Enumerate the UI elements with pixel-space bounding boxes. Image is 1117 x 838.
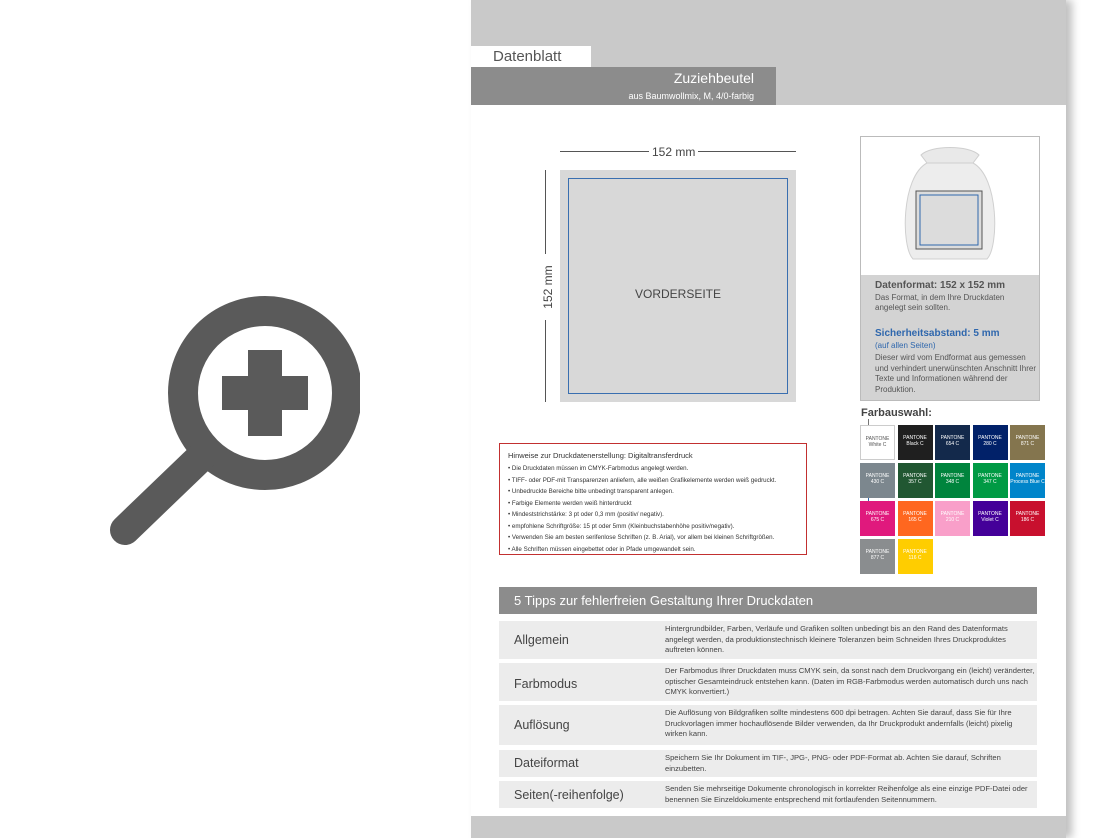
hint-item: • Farbige Elemente werden weiß hinterdruckt [508, 499, 632, 507]
swatch-code: 347 C [983, 479, 997, 485]
datasheet-tab: Datenblatt [471, 46, 591, 67]
swatch-code: Violet C [981, 517, 999, 523]
tip-row [499, 781, 1037, 808]
datasheet-page [471, 0, 1066, 838]
swatch-code: White C [868, 442, 887, 448]
footer-band [471, 816, 1066, 838]
print-hints-box [499, 443, 807, 555]
color-swatch[interactable] [860, 501, 895, 536]
swatch-brand: PANTONE [865, 549, 890, 555]
safety-title: Sicherheitsabstand: 5 mm [875, 328, 1000, 339]
tip-label: Allgemein [514, 633, 569, 647]
swatch-brand: PANTONE [1015, 473, 1040, 479]
tip-row [499, 705, 1037, 745]
color-swatch[interactable] [1010, 425, 1045, 460]
color-swatch[interactable] [973, 463, 1008, 498]
color-swatch[interactable] [860, 463, 895, 498]
tip-row [499, 621, 1037, 659]
swatch-code: 186 C [1020, 517, 1035, 523]
color-swatch[interactable] [935, 501, 970, 536]
swatch-code: 210 C [945, 517, 960, 523]
hint-item: • empfohlene Schriftgröße: 15 pt oder 5mm (Kleinbuchstabenhöhe positiv/negativ). [508, 522, 735, 530]
color-swatch[interactable] [1010, 501, 1045, 536]
format-title: Datenformat: 152 x 152 mm [875, 280, 1006, 291]
tip-text: Hintergrundbilder, Farben, Verläufe und Grafiken sollten unbedingt bis an den Rand des Datenformats angelegt werden, da produktionstechnisch kleinere Toleranzen beim Schneiden Ihres Druckproduktes auftreten können. [665, 624, 1008, 654]
tips-title: 5 Tipps zur fehlerfreien Gestaltung Ihrer Druckdaten [499, 587, 1037, 614]
tip-label: Seiten(-reihenfolge) [514, 788, 624, 802]
product-titlebar [471, 67, 776, 105]
color-swatch[interactable] [973, 425, 1008, 460]
tip-label: Dateiformat [514, 756, 579, 770]
format-text: Das Format, in dem Ihre Druckdaten angelegt sein sollten. [875, 293, 1005, 312]
swatch-brand: PANTONE [865, 473, 890, 479]
color-swatch[interactable] [935, 463, 970, 498]
swatch-code: 654 C [945, 441, 960, 447]
hint-item: • Mindeststrichstärke: 3 pt oder 0,3 mm (positiv/ negativ). [508, 511, 664, 518]
swatch-brand: PANTONE [903, 435, 927, 441]
swatch-code: 675 C [870, 517, 885, 523]
swatch-brand: PANTONE [903, 511, 927, 517]
hint-item: • Unbedruckte Bereiche bitte unbedingt transparent anlegen. [508, 488, 674, 495]
color-swatch[interactable] [898, 501, 933, 536]
color-swatch[interactable] [898, 539, 933, 574]
tip-text: Die Auflösung von Bildgrafiken sollte mindestens 600 dpi betragen. Achten Sie darauf, dass Sie für Ihre Druckvorlagen immer hochauflösende Bilder verwenden, da Ihr Druckprodukt andernfalls (leicht) pixelig wirken kann. [665, 708, 1013, 738]
bag-illustration [861, 137, 1039, 275]
color-selection-title: Farbauswahl: [861, 407, 932, 419]
color-swatch[interactable] [898, 463, 933, 498]
width-label: 152 mm [649, 145, 698, 159]
color-swatch[interactable] [898, 425, 933, 460]
tip-row [499, 750, 1037, 777]
swatch-brand: PANTONE [940, 473, 965, 479]
product-subtitle: aus Baumwollmix, M, 4/0-farbig [628, 91, 754, 101]
swatch-code: Black C [906, 441, 924, 447]
product-title: Zuziehbeutel [673, 70, 754, 86]
bag-preview [860, 136, 1040, 401]
hint-item: • Verwenden Sie am besten serifenlose Schriften (z. B. Arial), vor allem bei kleinen Schriftgrößen. [508, 534, 775, 541]
swatch-brand: PANTONE [865, 511, 890, 517]
hints-title: Hinweise zur Druckdatenerstellung: Digitaltransferdruck [508, 451, 693, 460]
swatch-code: 430 C [870, 479, 885, 485]
safety-subtitle: (auf allen Seiten) [875, 341, 936, 350]
tip-row [499, 663, 1037, 701]
tip-text: Senden Sie mehrseitige Dokumente chronologisch in korrekter Reihenfolge als eine einzige PDF-Datei oder benennen Sie Einzeldokumente entsprechend mit fortlaufenden Seitennummern. [665, 784, 1028, 804]
swatch-code: 116 C [908, 555, 922, 561]
swatch-brand: PANTONE [903, 473, 927, 479]
swatch-code: Process Blue C [1010, 479, 1045, 485]
tip-label: Farbmodus [514, 677, 578, 691]
color-swatch[interactable] [973, 501, 1008, 536]
swatch-brand: PANTONE [978, 511, 1002, 517]
color-swatch[interactable] [860, 539, 895, 574]
height-label: 152 mm [541, 254, 555, 320]
tip-label: Auflösung [514, 718, 570, 732]
color-swatch[interactable] [860, 425, 895, 460]
color-swatch[interactable] [1010, 463, 1045, 498]
swatch-brand: PANTONE [978, 473, 1002, 479]
swatch-brand: PANTONE [865, 436, 890, 442]
zoom-in-icon[interactable] [95, 290, 360, 560]
color-swatch[interactable] [935, 425, 970, 460]
tip-text: Speichern Sie Ihr Dokument im TIF-, JPG-, PNG- oder PDF-Format ab. Achten Sie darauf, Schriften einzubetten. [665, 753, 1001, 773]
swatch-code: 877 C [870, 555, 885, 561]
swatch-code: 357 C [908, 479, 922, 485]
swatch-code: 348 C [945, 479, 960, 485]
swatch-code: 165 C [908, 517, 922, 523]
print-area [560, 170, 796, 402]
safety-area [568, 178, 788, 394]
swatch-brand: PANTONE [1015, 435, 1040, 441]
swatch-code: 871 C [1020, 441, 1035, 447]
swatch-brand: PANTONE [940, 511, 965, 517]
swatch-brand: PANTONE [1015, 511, 1040, 517]
safety-text: Dieser wird vom Endformat aus gemessen und verhindert unerwünschten Anschnitt Ihrer Texte und Informationen während der Produktion. [875, 353, 1036, 394]
swatch-code: 280 C [983, 441, 997, 447]
swatch-brand: PANTONE [903, 549, 927, 555]
hint-item: • TIFF- oder PDF-mit Transparenzen anliefern, alle weißen Grafikelemente werden weiß gedruckt. [508, 476, 777, 484]
swatch-brand: PANTONE [940, 435, 965, 441]
hint-item: • Alle Schriften müssen eingebettet oder in Pfade umgewandelt sein. [508, 545, 696, 553]
hint-item: • Die Druckdaten müssen im CMYK-Farbmodus angelegt werden. [508, 465, 689, 472]
tip-text: Der Farbmodus Ihrer Druckdaten muss CMYK sein, da sonst nach dem Druckvorgang ein (leicht) veränderter, optischer Gesamteindruck entstehen kann. (Daten im RGB-Farbmodus werden automatisch durch uns nach CMYK konvertiert.) [665, 666, 1035, 696]
front-side-label: VORDERSEITE [634, 287, 721, 301]
hints-list [508, 463, 798, 555]
swatch-brand: PANTONE [978, 435, 1002, 441]
